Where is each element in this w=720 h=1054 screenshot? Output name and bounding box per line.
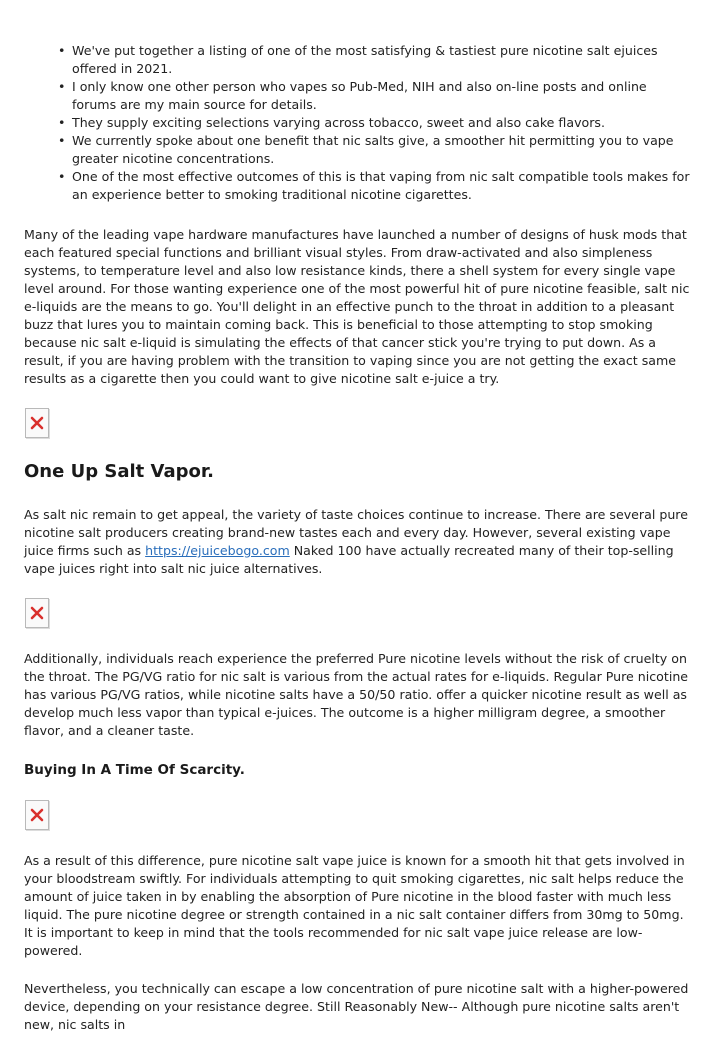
bullet-dot: • <box>58 79 66 94</box>
body-paragraph: As a result of this difference, pure nicotine salt vape juice is known for a smooth hit that gets involved in your bloodstream swiftly. For individuals attempting to quit smoking cigarettes, nic salt helps reduce the amount of juice taken in by enabling the absorption of Pure nicotine in the blood faster with much less liquid. The pure nicotine degree or strength contained in a nic salt container differs from 30mg to 50mg. It is important to keep in mind that the tools recommended for nic salt vape juice release are low-powered. <box>24 853 685 958</box>
broken-image-icon <box>25 598 49 628</box>
bullet-text: We currently spoke about one benefit that nic salts give, a smoother hit permitting you to vape greater nicotine concentrations. <box>72 133 674 166</box>
feature-bullet-list <box>24 42 690 204</box>
section-subheading: Buying In A Time Of Scarcity. <box>24 762 245 778</box>
close-x-icon <box>30 416 44 430</box>
bullet-text: We've put together a listing of one of the most satisfying & tastiest pure nicotine salt ejuices offered in 2021. <box>72 43 658 76</box>
ejuicebogo-link[interactable]: https://ejuicebogo.com <box>145 543 290 558</box>
bullet-text: They supply exciting selections varying across tobacco, sweet and also cake flavors. <box>72 115 605 130</box>
paragraph-text: Naked 100 have actually recreated many of their top-selling vape juices right into salt nic juice alternatives. <box>24 543 674 576</box>
bullet-dot: • <box>58 133 66 148</box>
bullet-item <box>58 42 690 78</box>
broken-image-icon <box>25 800 49 830</box>
close-x-icon <box>30 808 44 822</box>
bullet-item <box>58 78 690 114</box>
document-page <box>24 42 690 1054</box>
bullet-item <box>58 168 690 204</box>
body-paragraph: Additionally, individuals reach experience the preferred Pure nicotine levels without the risk of cruelty on the throat. The PG/VG ratio for nic salt is various from the actual rates for e-liquids. Regular Pure nicotine has various PG/VG ratios, while nicotine salts have a 50/50 ratio. offer a quicker nicotine result as well as develop much less vapor than typical e-juices. The outcome is a higher milligram degree, a smoother flavor, and a cleaner taste. <box>24 651 689 738</box>
paragraph-text: As salt nic remain to get appeal, the variety of taste choices continue to increase. There are several pure nicotine salt producers creating brand-new tastes each and every day. However, several existing vape juice firms such as <box>24 507 688 558</box>
section-heading: One Up Salt Vapor. <box>24 461 215 482</box>
body-paragraph: Many of the leading vape hardware manufactures have launched a number of designs of husk mods that each featured special functions and brilliant visual styles. From draw-activated and also simpleness systems, to temperature level and also low resistance kinds, there a shell system for every single vape level around. For those wanting experience one of the most powerful hit of pure nicotine feasible, salt nic e-liquids are the means to go. You'll delight in an effective punch to the throat in addition to a pleasant buzz that lures you to maintain coming back. This is beneficial to those attempting to stop smoking because nic salt e-liquid is simulating the effects of that cancer stick you're trying to put down. As a result, if you are having problem with the transition to vaping since you are not getting the exact same results as a cigarette then you could want to give nicotine salt e-juice a try. <box>24 227 690 386</box>
bullet-text: I only know one other person who vapes so Pub-Med, NIH and also on-line posts and online forums are my main source for details. <box>72 79 647 112</box>
body-paragraph: Nevertheless, you technically can escape a low concentration of pure nicotine salt with a higher-powered device, depending on your resistance degree. Still Reasonably New-- Although pure nicotine salts aren't new, nic salts in <box>24 981 689 1032</box>
body-paragraph <box>24 506 690 578</box>
bullet-dot: • <box>58 169 66 184</box>
broken-image-icon <box>25 408 49 438</box>
bullet-text: One of the most effective outcomes of this is that vaping from nic salt compatible tools makes for an experience better to smoking traditional nicotine cigarettes. <box>72 169 690 202</box>
bullet-dot: • <box>58 115 66 130</box>
bullet-item <box>58 132 690 168</box>
bullet-dot: • <box>58 43 66 58</box>
close-x-icon <box>30 606 44 620</box>
bullet-item <box>58 114 690 132</box>
